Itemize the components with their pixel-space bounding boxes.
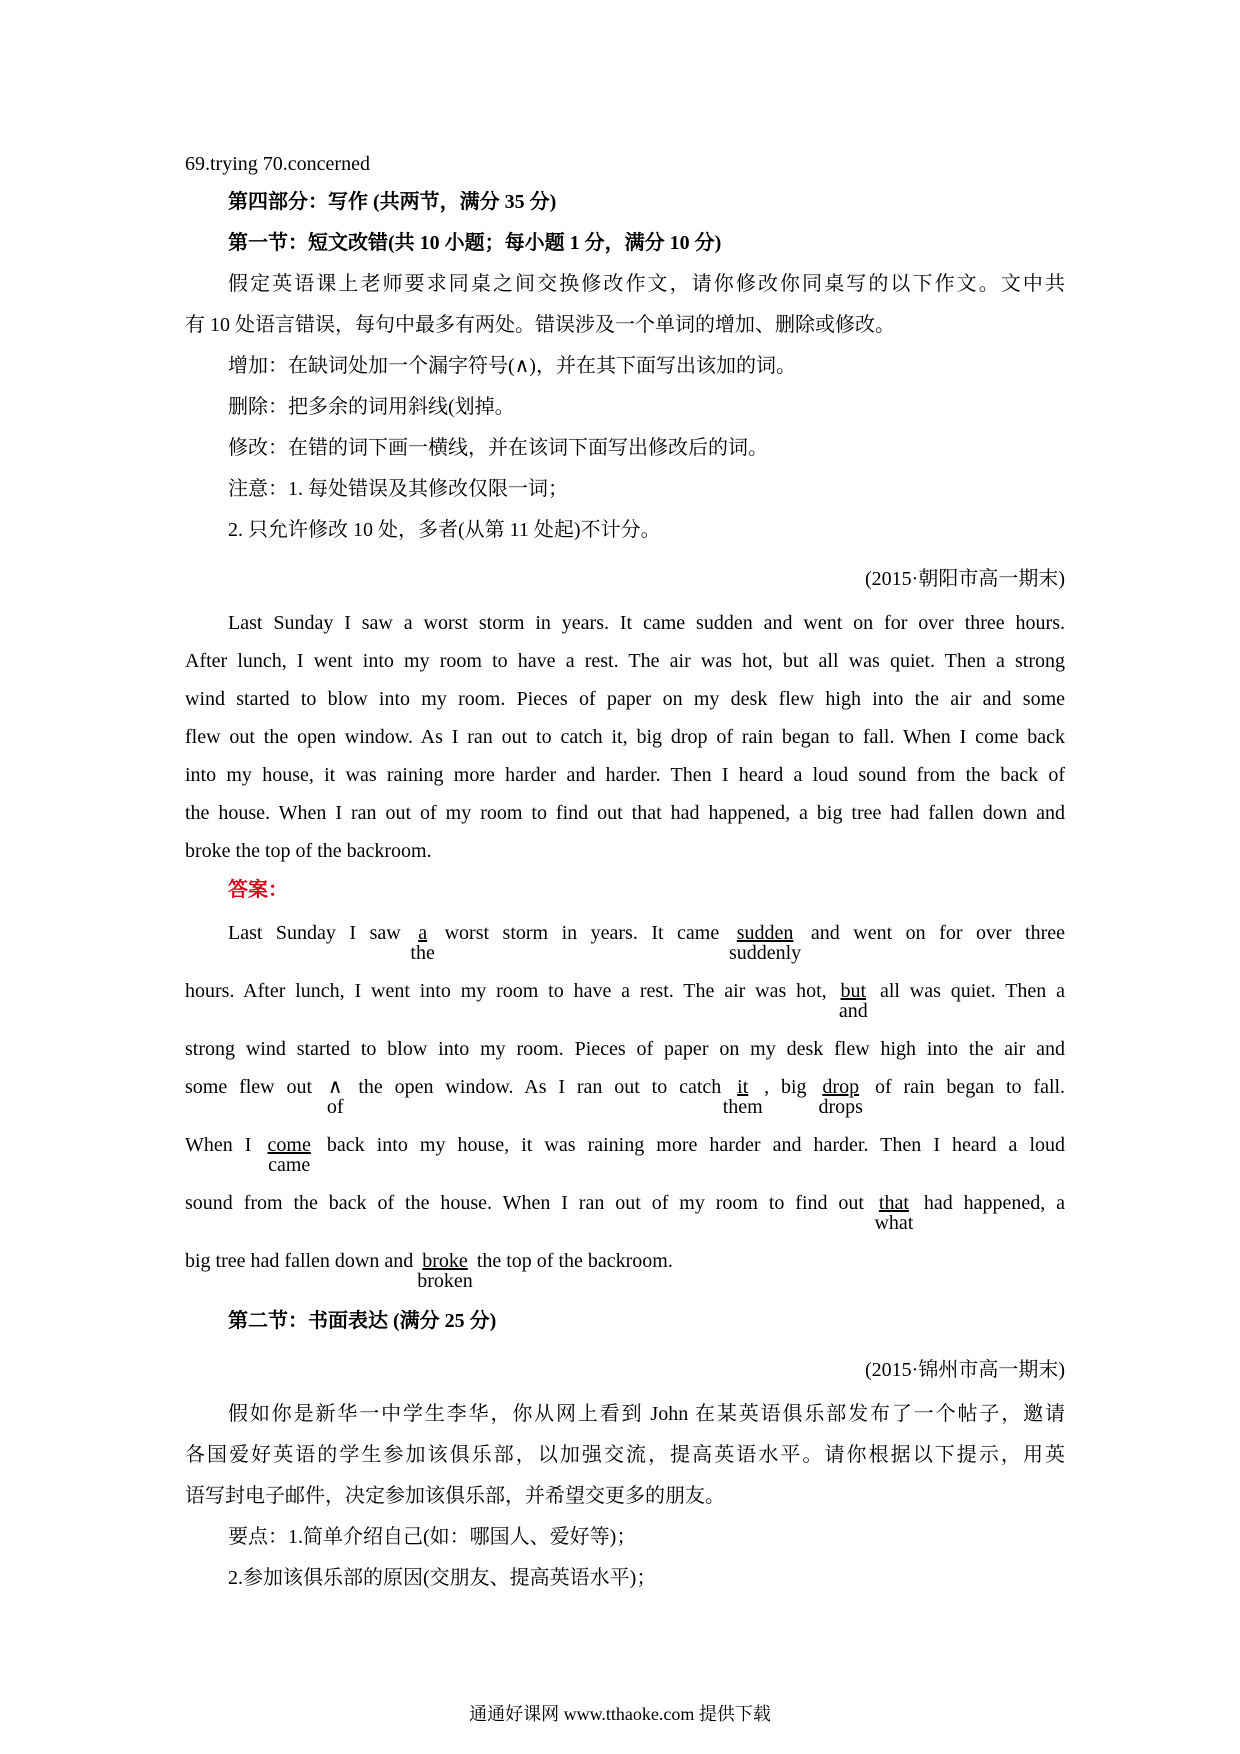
instruction-line: 有 10 处语言错误，每句中最多有两处。错误涉及一个单词的增加、删除或修改。 bbox=[185, 314, 895, 336]
writing-prompt-line: 语写封电子邮件，决定参加该俱乐部，并希望交更多的朋友。 bbox=[185, 1485, 725, 1507]
answer-line: big tree had fallen down and broke broken the top of the backroom. bbox=[185, 1250, 673, 1292]
answer-line: Last Sunday I saw a the worst storm in years. It came sudden suddenly and went on for over three bbox=[228, 922, 1065, 964]
correction: that what bbox=[874, 1192, 914, 1234]
correction: ∧ of bbox=[326, 1076, 344, 1118]
correction: but and bbox=[838, 980, 868, 1022]
passage-line: wind started to blow into my room. Pieces of paper on my desk flew high into the air and some bbox=[185, 688, 1065, 710]
answer-line: When I come came back into my house, it was raining more harder and harder. Then I heard a loud bbox=[185, 1134, 1066, 1176]
correction: sudden suddenly bbox=[728, 922, 802, 964]
correction: drop drops bbox=[818, 1076, 863, 1118]
correction: come came bbox=[267, 1134, 311, 1176]
passage-line: After lunch, I went into my room to have a rest. The air was hot, but all was quiet. Then a strong bbox=[185, 650, 1065, 672]
instruction-line: 删除：把多余的词用斜线(划掉。 bbox=[228, 396, 515, 418]
correction: a the bbox=[410, 922, 435, 964]
page-footer: 通通好课网 www.tthaoke.com 提供下载 bbox=[469, 1704, 771, 1724]
correction: it them bbox=[722, 1076, 763, 1118]
section2-title: 第二节：书面表达 (满分 25 分) bbox=[228, 1310, 497, 1332]
source-note: (2015·锦州市高一期末) bbox=[865, 1359, 1065, 1381]
passage-line: broke the top of the backroom. bbox=[185, 840, 432, 862]
section1-title: 第一节：短文改错(共 10 小题；每小题 1 分，满分 10 分) bbox=[228, 232, 722, 254]
part4-title: 第四部分：写作 (共两节，满分 35 分) bbox=[228, 191, 557, 213]
instruction-line: 2. 只允许修改 10 处，多者(从第 11 处起)不计分。 bbox=[228, 519, 661, 541]
passage-line: into my house, it was raining more harder and harder. Then I heard a loud sound from the back of bbox=[185, 764, 1065, 786]
source-note: (2015·朝阳市高一期末) bbox=[865, 568, 1065, 590]
writing-prompt-line: 各国爱好英语的学生参加该俱乐部，以加强交流，提高英语水平。请你根据以下提示，用英 bbox=[185, 1444, 1065, 1466]
passage-line: Last Sunday I saw a worst storm in years. It came sudden and went on for over three hours. bbox=[228, 612, 1065, 634]
instruction-line: 修改：在错的词下画一横线，并在该词下面写出修改后的词。 bbox=[228, 437, 768, 459]
instruction-line: 注意：1. 每处错误及其修改仅限一词； bbox=[228, 478, 568, 500]
answer-line: hours. After lunch, I went into my room to have a rest. The air was hot, but and all was quiet. Then a bbox=[185, 980, 1066, 1022]
writing-prompt-line: 假如你是新华一中学生李华，你从网上看到 John 在某英语俱乐部发布了一个帖子，邀请 bbox=[228, 1403, 1065, 1425]
writing-prompt-line: 2.参加该俱乐部的原因(交朋友、提高英语水平)； bbox=[228, 1567, 657, 1589]
passage-line: flew out the open window. As I ran out to catch it, big drop of rain began to fall. When I come back bbox=[185, 726, 1065, 748]
passage-line: the house. When I ran out of my room to find out that had happened, a big tree had fallen down and bbox=[185, 802, 1065, 824]
answer-line: sound from the back of the house. When I ran out of my room to find out that what had happened, a bbox=[185, 1192, 1066, 1234]
instruction-line: 增加：在缺词处加一个漏字符号(∧)，并在其下面写出该加的词。 bbox=[228, 355, 796, 377]
previous-answers: 69.trying 70.concerned bbox=[185, 153, 370, 175]
answer-line: some flew out ∧ of the open window. As I ran out to catch it them , big drop drops of rain began to fall. bbox=[185, 1076, 1066, 1118]
answer-label: 答案： bbox=[228, 879, 288, 901]
instruction-line: 假定英语课上老师要求同桌之间交换修改作文，请你修改你同桌写的以下作文。文中共 bbox=[228, 273, 1065, 295]
writing-prompt-line: 要点：1.简单介绍自己(如：哪国人、爱好等)； bbox=[228, 1526, 637, 1548]
answer-line: strong wind started to blow into my room. Pieces of paper on my desk flew high into the air and bbox=[185, 1038, 1065, 1060]
correction: broke broken bbox=[417, 1250, 473, 1292]
